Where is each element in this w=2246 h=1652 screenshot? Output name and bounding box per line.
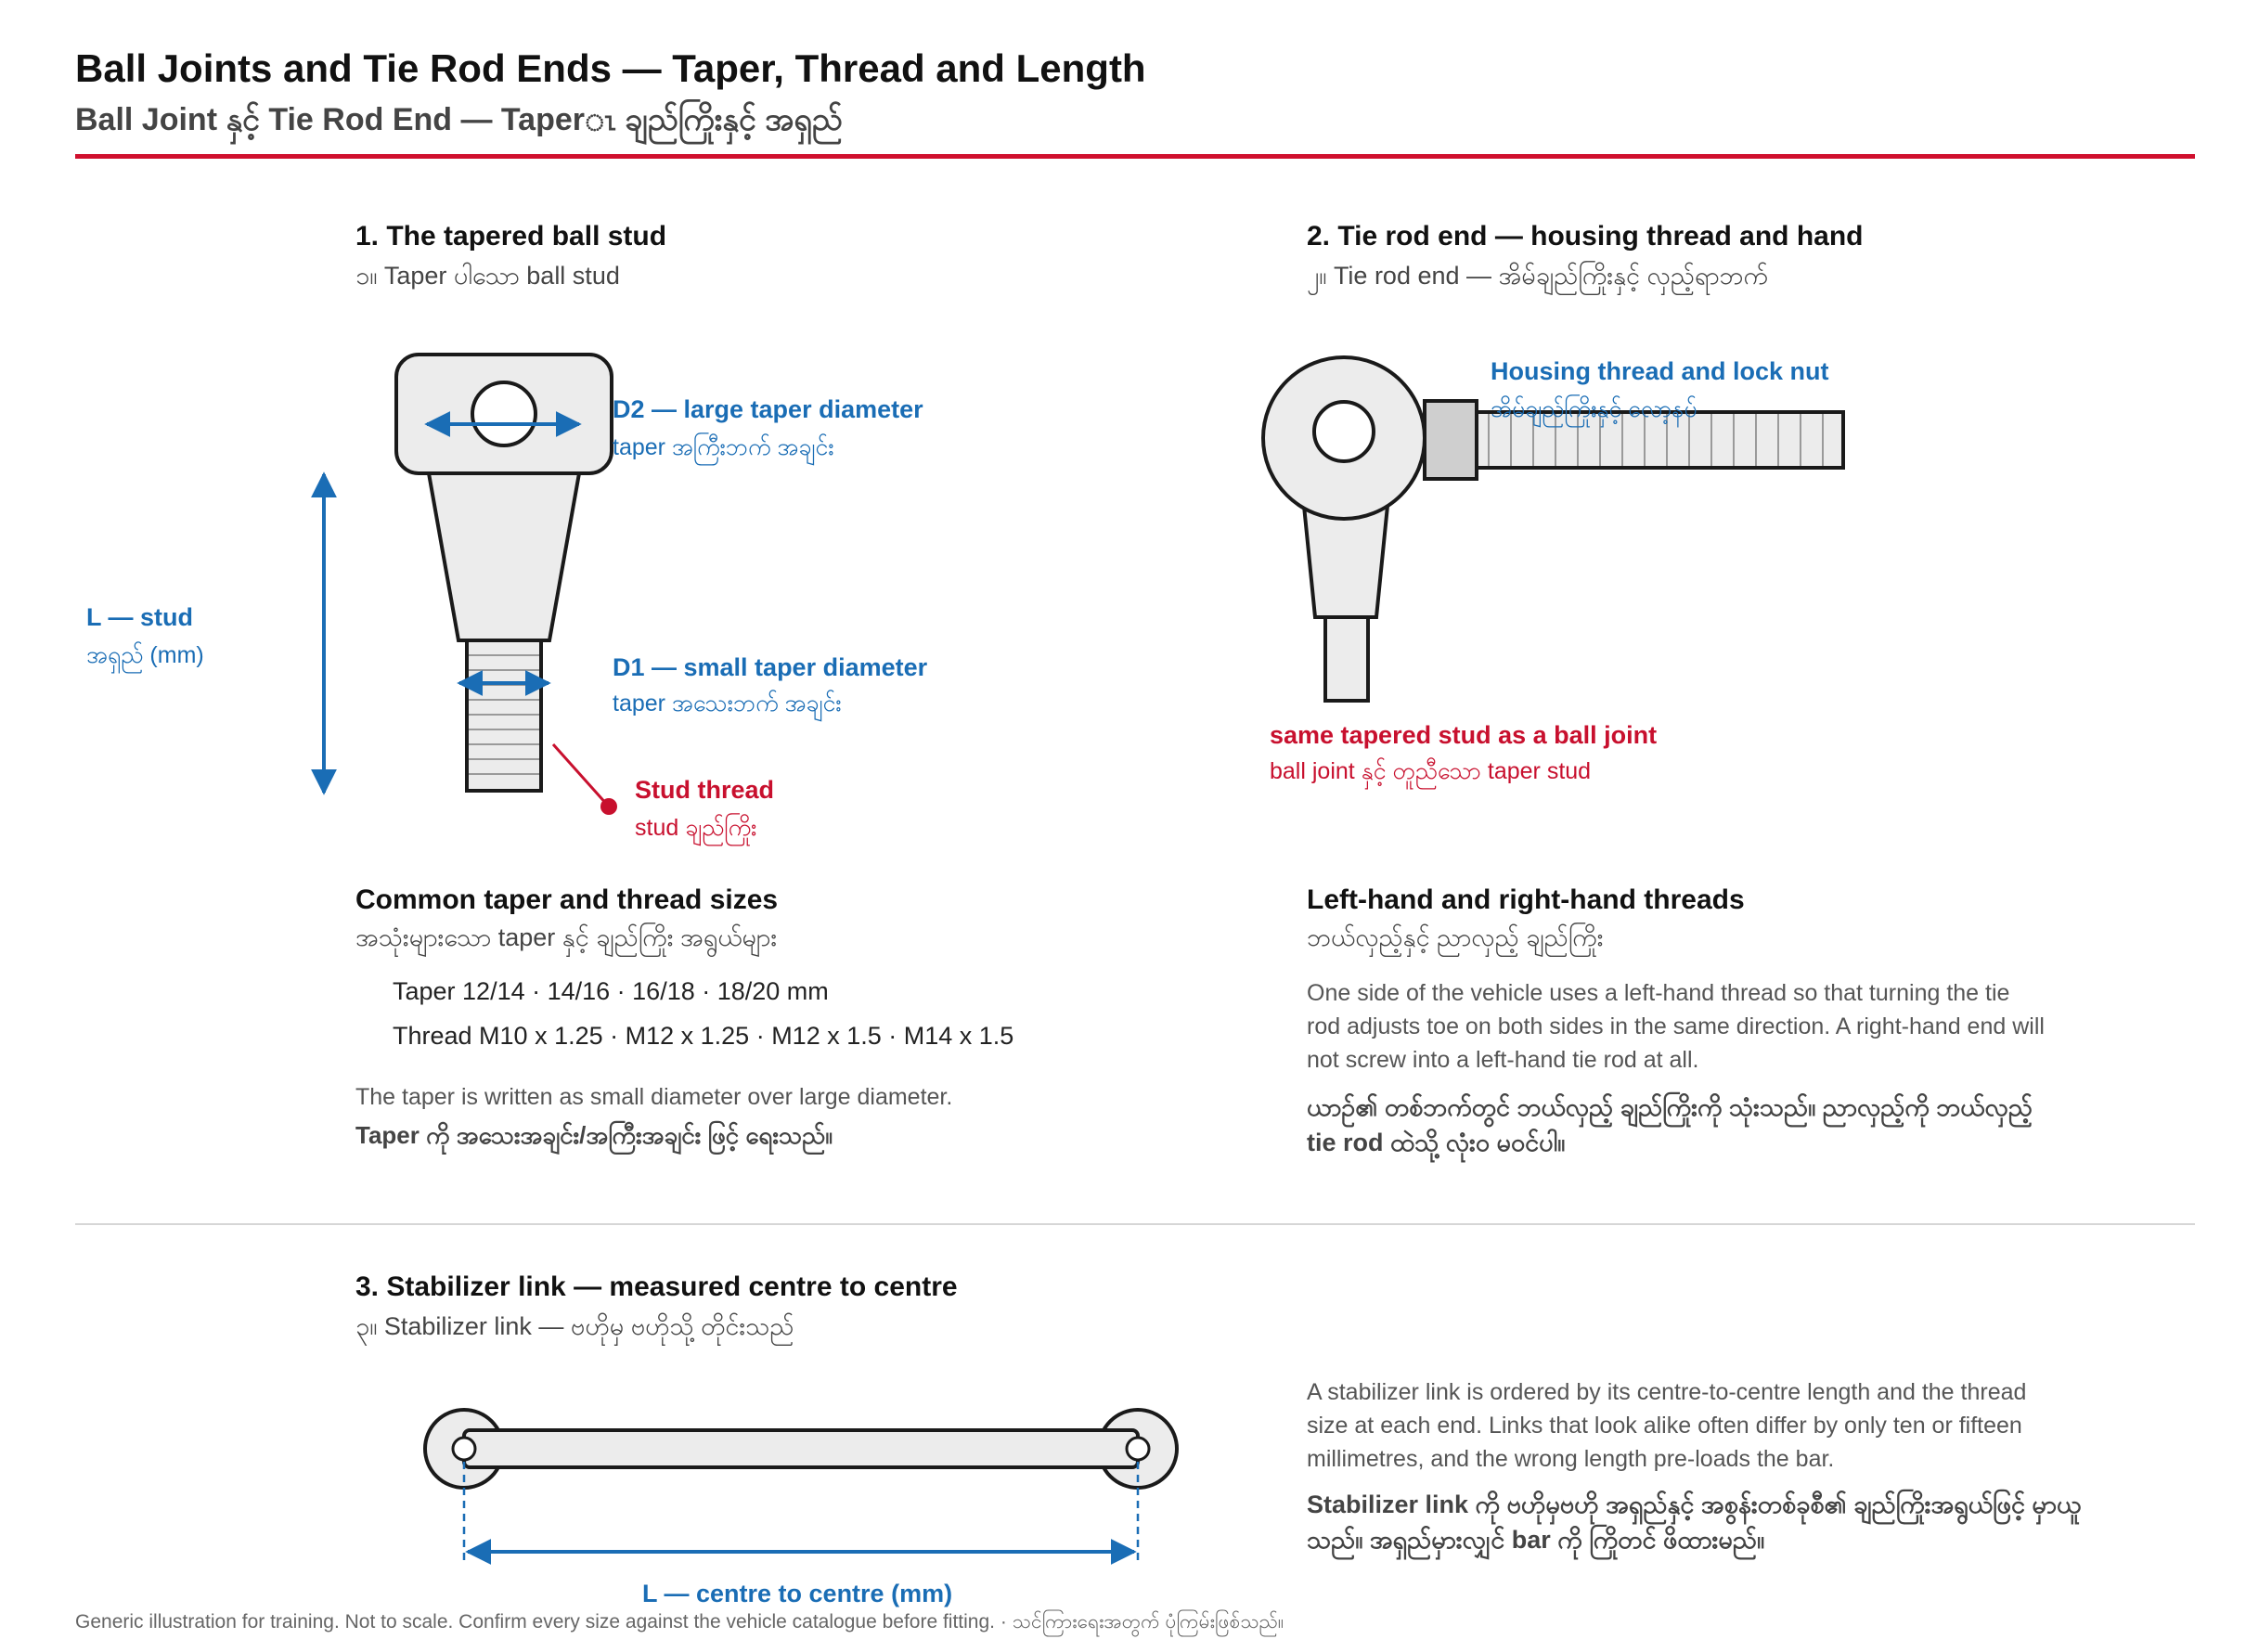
tie-rod-eye-bore [1314,402,1374,461]
section3-title: 3. Stabilizer link — measured centre to centre [355,1271,958,1302]
page-title: Ball Joints and Tie Rod Ends — Taper, Thread and Length [75,46,1146,90]
d2-label: D2 — large taper diameter [613,395,923,423]
link-centre-right [1127,1438,1149,1460]
stabilizer-paragraph-my: Stabilizer link ကို ဗဟိုမှဗဟို အရှည်နှင့် အစွန်းတစ်ခုစီ၏ ချည်ကြိုးအရွယ်ဖြင့် မှာယူသည်။ အရှည်မှားလျှင် bar ကို ကြိုတင် ဖိထားမည်။ [1307,1491,2082,1554]
hand-subtitle: ဘယ်လှည့်နှင့် ညာလှည့် ချည်ကြိုး [1307,923,1604,951]
ball-socket [472,382,536,445]
section3-subtitle: ၃။ Stabilizer link — ဗဟိုမှ ဗဟိုသို့ တိုင်းသည် [355,1312,794,1340]
stud-thread-leader [553,744,608,806]
taper-body [429,473,579,640]
sizes-subtitle: အသုံးများသော taper နှင့် ချည်ကြိုး အရွယ်များ [355,923,778,951]
tie-rod-stud [1325,617,1368,701]
tie-rod-stud-label: same tapered stud as a ball joint [1270,721,1658,749]
d1-label: D1 — small taper diameter [613,653,928,681]
centre-to-centre-label: L — centre to centre (mm) [642,1580,953,1607]
hand-title: Left-hand and right-hand threads [1307,884,1745,915]
tie-rod-taper [1304,506,1388,617]
ball-stud-drawing [324,355,617,815]
link-bar [464,1430,1138,1467]
length-label: L — stud [86,603,194,631]
page-subtitle: Ball Joint နှင့် Tie Rod End — Taperၤ ချည်ကြိုးနှင့် အရှည် [75,102,843,137]
lock-nut [1425,401,1477,479]
section1-subtitle: ၁။ Taper ပါသော ball stud [355,262,620,290]
stud-thread-label: Stud thread [635,776,775,804]
d2-sublabel: taper အကြီးဘက် အချင်း [613,434,834,460]
thread-sizes-line: Thread M10 x 1.25 · M12 x 1.25 · M12 x 1.5 · M14 x 1.5 [393,1022,1014,1050]
taper-sizes-line: Taper 12/14 · 14/16 · 16/18 · 18/20 mm [393,977,829,1005]
hand-paragraph-my: ယာဉ်၏ တစ်ဘက်တွင် ဘယ်လှည့် ချည်ကြိုးကို သုံးသည်။ ညာလှည့်ကို ဘယ်လှည့် tie rod ထဲသို့ လုံးဝ မဝင်ပါ။ [1307,1093,2033,1156]
link-centre-left [453,1438,475,1460]
section-divider [75,1223,2195,1225]
section1-title: 1. The tapered ball stud [355,221,667,252]
d1-sublabel: taper အသေးဘက် အချင်း [613,690,842,716]
taper-notation-note: The taper is written as small diameter over large diameter. [355,1084,953,1110]
tie-rod-stud-sublabel: ball joint နှင့် တူညီသော taper stud [1270,758,1592,784]
section2-title: 2. Tie rod end — housing thread and hand [1307,221,1864,252]
footer-disclaimer: Generic illustration for training. Not to scale. Confirm every size against the vehicle catalogue before fitting. · သင်ကြားရေးအတွက် ပုံကြမ်းဖြစ်သည်။ [75,1611,1284,1633]
length-sublabel: အရှည် (mm) [86,642,204,668]
sizes-title: Common taper and thread sizes [355,884,779,915]
stabilizer-paragraph: A stabilizer link is ordered by its centre-to-centre length and the thread size at each end. Links that look alike often differ by only ten or fifteen millimetres, and the wrong length pre-loads the bar. [1307,1379,2027,1472]
hand-paragraph: One side of the vehicle uses a left-hand thread so that turning the tie rod adjusts toe on both sides in the same direction. A right-hand end will not screw into a left-hand tie rod at all. [1307,980,2045,1073]
housing-thread-sublabel: အိမ်ချည်ကြိုးနှင့် လော့နပ် [1491,396,1697,422]
stud-thread-sublabel: stud ချည်ကြိုး [635,815,757,841]
stabilizer-link-drawing [425,1410,1177,1564]
taper-notation-note-my: Taper ကို အသေးအချင်း/အကြီးအချင်း ဖြင့် ရေးသည်။ [355,1121,833,1149]
section2-subtitle: ၂။ Tie rod end — အိမ်ချည်ကြိုးနှင့် လှည့်ရာဘက် [1307,262,1768,290]
stud-thread-leader-dot [600,798,617,815]
housing-thread-label: Housing thread and lock nut [1491,357,1829,385]
